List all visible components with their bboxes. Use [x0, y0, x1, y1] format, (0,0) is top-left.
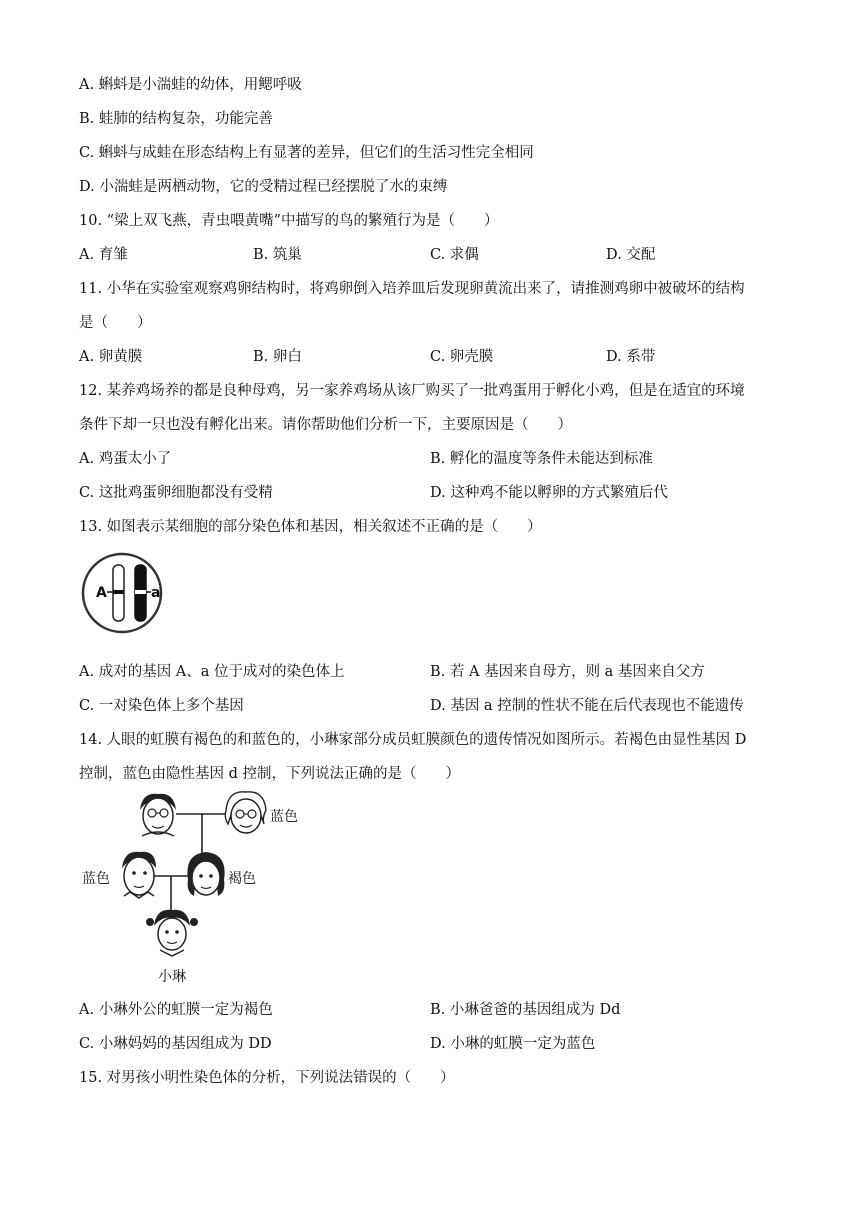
- q10-stem: 10. “梁上双飞燕，青虫喂黄嘴”中描写的鸟的繁殖行为是（ ）: [79, 213, 499, 229]
- q9-option-c: C. 蝌蚪与成蛙在形态结构上有显著的差异，但它们的生活习性完全相同: [79, 145, 534, 161]
- child-figure: [146, 910, 198, 956]
- gene-label-right: a: [151, 585, 161, 601]
- q10-option-d: D. 交配: [606, 247, 656, 263]
- father-eye-color-label: 蓝色: [82, 871, 110, 887]
- father-figure: [122, 852, 156, 898]
- q12-option-b: B. 孵化的温度等条件未能达到标准: [430, 451, 653, 467]
- q13-option-a: A. 成对的基因 A、a 位于成对的染色体上: [79, 664, 345, 680]
- q10-option-c: C. 求偶: [430, 247, 479, 263]
- q9-option-a: A. 蝌蚪是小湍蛙的幼体，用鳃呼吸: [79, 77, 302, 93]
- q14-option-a: A. 小琳外公的虹膜一定为褐色: [79, 1002, 273, 1018]
- gene-label-left: A: [96, 585, 107, 601]
- q11-option-d: D. 系带: [606, 349, 656, 365]
- q11-option-c: C. 卵壳膜: [430, 349, 494, 365]
- grandmother-eye-color-label: 蓝色: [270, 809, 298, 825]
- q11-option-a: A. 卵黄膜: [79, 349, 143, 365]
- gene-locus-right: [135, 590, 146, 594]
- q9-option-d: D. 小湍蛙是两栖动物，它的受精过程已经摆脱了水的束缚: [79, 179, 448, 195]
- grandfather-figure: [140, 794, 176, 836]
- q12-option-d: D. 这种鸡不能以孵卵的方式繁殖后代: [430, 485, 668, 501]
- chromosome-figure: [81, 544, 167, 644]
- q15-stem: 15. 对男孩小明性染色体的分析，下列说法错误的（ ）: [79, 1070, 455, 1086]
- q13-stem: 13. 如图表示某细胞的部分染色体和基因，相关叙述不正确的是（ ）: [79, 519, 542, 535]
- grandmother-figure: [225, 792, 266, 833]
- family-pedigree-figure: [78, 788, 318, 988]
- mother-eye-color-label: 褐色: [228, 871, 256, 887]
- q12-option-a: A. 鸡蛋太小了: [79, 451, 172, 467]
- q12-option-c: C. 这批鸡蛋卵细胞都没有受精: [79, 485, 273, 501]
- q10-option-b: B. 筑巢: [253, 247, 302, 263]
- q12-stem-line2: 条件下却一只也没有孵化出来。请你帮助他们分析一下，主要原因是（ ）: [79, 417, 572, 433]
- q11-stem-line1: 11. 小华在实验室观察鸡卵结构时，将鸡卵倒入培养皿后发现卵黄流出来了，请推测鸡卵中被破坏的结构: [79, 281, 745, 297]
- q11-stem-line2: 是（ ）: [79, 315, 152, 331]
- q12-stem-line1: 12. 某养鸡场养的都是良种母鸡，另一家养鸡场从该厂购买了一批鸡蛋用于孵化小鸡，但是在适宜的环境: [79, 383, 745, 399]
- q14-option-b: B. 小琳爸爸的基因组成为 Dd: [430, 1002, 621, 1018]
- q11-option-b: B. 卵白: [253, 349, 302, 365]
- mother-figure: [187, 852, 224, 896]
- q13-option-d: D. 基因 a 控制的性状不能在后代表现也不能遗传: [430, 698, 744, 714]
- q10-option-a: A. 育雏: [79, 247, 128, 263]
- q13-option-c: C. 一对染色体上多个基因: [79, 698, 244, 714]
- q14-stem-line1: 14. 人眼的虹膜有褐色的和蓝色的，小琳家部分成员虹膜颜色的遗传情况如图所示。若褐色由显性基因 D: [79, 732, 747, 748]
- q9-option-b: B. 蛙肺的结构复杂，功能完善: [79, 111, 273, 127]
- child-name-label: 小琳: [158, 969, 186, 985]
- q14-stem-line2: 控制，蓝色由隐性基因 d 控制，下列说法正确的是（ ）: [79, 766, 460, 782]
- q13-option-b: B. 若 A 基因来自母方，则 a 基因来自父方: [430, 664, 705, 680]
- q14-option-d: D. 小琳的虹膜一定为蓝色: [430, 1036, 596, 1052]
- gene-locus-left: [113, 590, 124, 594]
- q14-option-c: C. 小琳妈妈的基因组成为 DD: [79, 1036, 272, 1052]
